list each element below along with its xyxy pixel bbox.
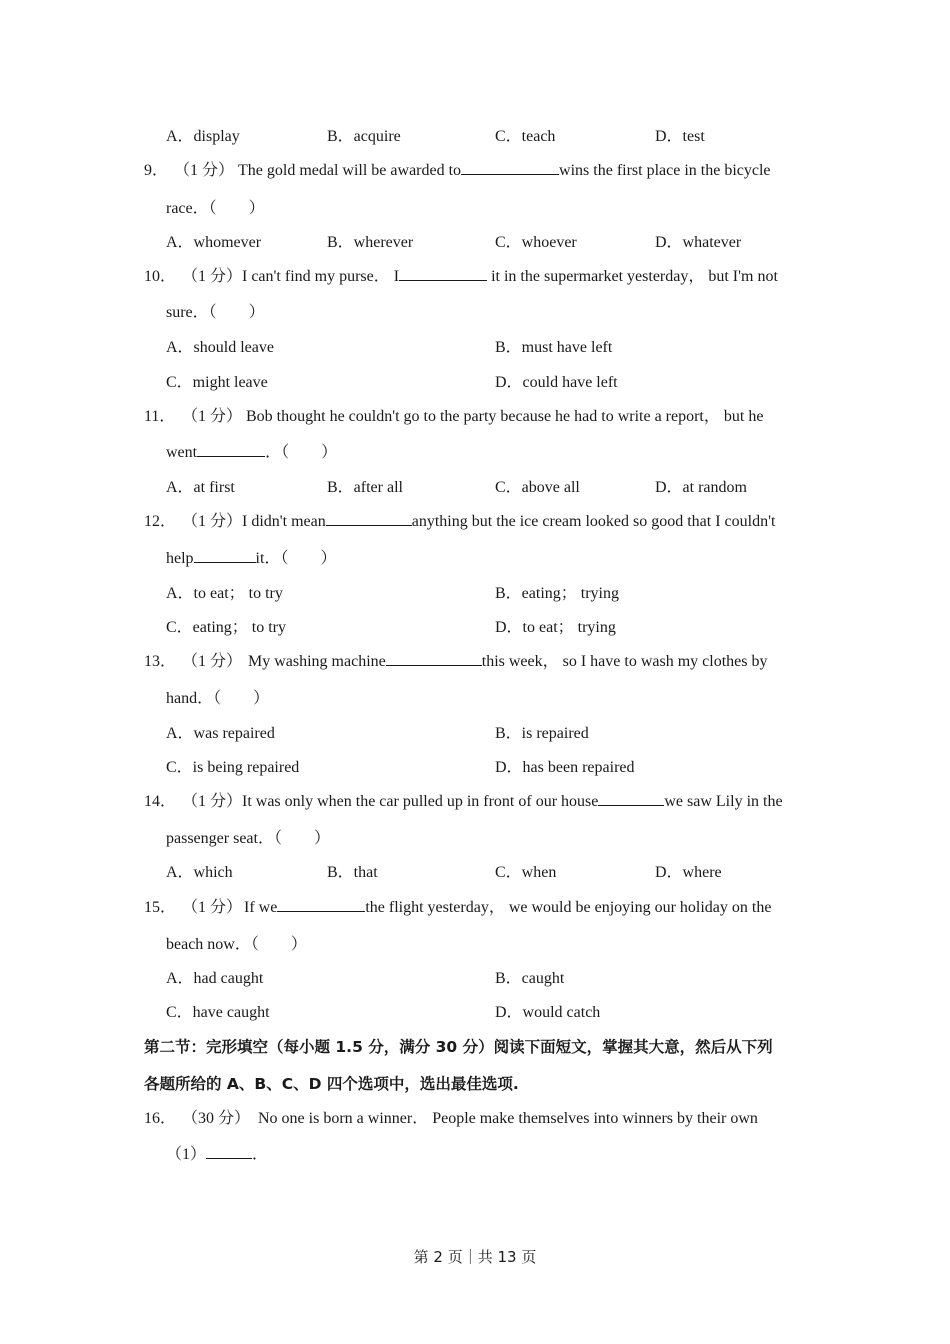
- question-text: If we the flight yesterday， we would be enjoying our holiday on the: [244, 896, 771, 920]
- option-b: B．that: [327, 864, 378, 881]
- q13-options-row1: [0, 722, 950, 746]
- option-c: C．have caught: [166, 1004, 270, 1021]
- option-d: D．at random: [655, 479, 747, 496]
- option-a: A．display: [166, 128, 240, 145]
- option-c: C．is being repaired: [166, 759, 300, 776]
- q11-options: [0, 476, 950, 500]
- option-a: A．at first: [166, 479, 235, 496]
- q15-options-row1: [0, 967, 950, 991]
- q14-options: [0, 861, 950, 885]
- q16-stem-line2: [0, 1143, 950, 1167]
- option-c: C．above all: [495, 479, 580, 496]
- answer-blank: [194, 547, 256, 563]
- q11-stem: [0, 405, 950, 429]
- option-b: B．after all: [327, 479, 403, 496]
- question-text: The gold medal will be awarded to wins the first place in the bicycle: [238, 159, 771, 183]
- option-d: D．test: [655, 128, 705, 145]
- option-c: C．teach: [495, 128, 556, 145]
- answer-blank: [277, 896, 365, 912]
- question-text-cont: sure．（ ）: [166, 304, 265, 321]
- question-score: （1 分）: [174, 162, 235, 179]
- question-number: 13．: [144, 653, 177, 670]
- question-number: 11．: [144, 408, 176, 425]
- answer-blank: [461, 159, 559, 175]
- question-score: （1 分）: [182, 899, 243, 916]
- q9-options: [0, 231, 950, 255]
- q13-stem: [0, 650, 950, 674]
- q13-options-row2: [0, 756, 950, 780]
- question-text: Bob thought he couldn't go to the party because he had to write a report， but he: [246, 408, 764, 425]
- question-text: No one is born a winner． People make themselves into winners by their own: [258, 1110, 758, 1127]
- question-text-cont: passenger seat．（ ）: [166, 830, 330, 847]
- section-heading-cont: [0, 1072, 950, 1096]
- option-b: B．caught: [495, 970, 565, 987]
- q12-options-row1: [0, 582, 950, 606]
- q10-options-row1: [0, 336, 950, 360]
- q10-stem: [0, 265, 950, 289]
- section-heading-line1: 第二节：完形填空（每小题 1.5 分，满分 30 分）阅读下面短文，掌握其大意，然后从下列: [144, 1038, 773, 1056]
- option-a: A．was repaired: [166, 725, 275, 742]
- answer-blank: [206, 1143, 252, 1159]
- q11-stem-line2: [0, 441, 950, 465]
- question-number: 14．: [144, 793, 177, 810]
- option-d: D．to eat； trying: [495, 619, 616, 636]
- question-number: 12．: [144, 513, 177, 530]
- question-text-cont: went ．（ ）: [166, 441, 337, 465]
- option-c: C．whoever: [495, 234, 577, 251]
- q12-stem-line2: [0, 547, 950, 571]
- question-score: （1 分）: [182, 268, 243, 285]
- q9-stem: [0, 159, 950, 183]
- question-number: 15．: [144, 899, 177, 916]
- question-text: I didn't mean anything but the ice cream looked so good that I couldn't: [242, 510, 775, 534]
- option-b: B．wherever: [327, 234, 414, 251]
- option-a: A．whomever: [166, 234, 262, 251]
- section-heading: [0, 1035, 950, 1059]
- q15-options-row2: [0, 1001, 950, 1025]
- option-b: B．is repaired: [495, 725, 589, 742]
- option-c: C．eating； to try: [166, 619, 286, 636]
- option-d: D．would catch: [495, 1004, 601, 1021]
- question-text-cont: hand．（ ）: [166, 690, 270, 707]
- q12-stem: [0, 510, 950, 534]
- q12-options-row2: [0, 616, 950, 640]
- option-c: C．when: [495, 864, 557, 881]
- option-d: D．has been repaired: [495, 759, 635, 776]
- option-a: A．had caught: [166, 970, 264, 987]
- question-score: （1 分）: [182, 793, 243, 810]
- question-text-cont: （1） ．: [166, 1143, 268, 1167]
- q13-stem-line2: [0, 687, 950, 711]
- option-c: C．might leave: [166, 374, 268, 391]
- q9-stem-line2: [0, 197, 950, 221]
- option-a: A．to eat； to try: [166, 585, 283, 602]
- section-heading-line2: 各题所给的 A、B、C、D 四个选项中，选出最佳选项.: [144, 1075, 519, 1093]
- answer-blank: [386, 650, 482, 666]
- q10-stem-line2: [0, 301, 950, 325]
- question-number: 16．: [144, 1110, 177, 1127]
- q8-options: [0, 125, 950, 149]
- answer-blank: [598, 790, 664, 806]
- option-d: D．whatever: [655, 234, 742, 251]
- question-text: My washing machine this week， so I have to wash my clothes by: [248, 650, 767, 674]
- q15-stem: [0, 896, 950, 920]
- q14-stem-line2: [0, 827, 950, 851]
- q14-stem: [0, 790, 950, 814]
- option-d: D．where: [655, 864, 722, 881]
- question-text-cont: race．（ ）: [166, 200, 265, 217]
- question-score: （1 分）: [182, 653, 243, 670]
- option-d: D．could have left: [495, 374, 618, 391]
- question-score: （1 分）: [182, 513, 243, 530]
- option-a: A．should leave: [166, 339, 274, 356]
- option-b: B．acquire: [327, 128, 401, 145]
- answer-blank: [399, 265, 487, 281]
- option-b: B．eating； trying: [495, 585, 619, 602]
- question-number: 9．: [144, 162, 169, 179]
- question-text: I can't find my purse． I it in the supermarket yesterday， but I'm not: [242, 265, 778, 289]
- q16-stem: [0, 1107, 950, 1131]
- answer-blank: [197, 441, 265, 457]
- answer-blank: [326, 510, 412, 526]
- q15-stem-line2: [0, 933, 950, 957]
- question-text-cont: beach now．（ ）: [166, 936, 307, 953]
- page-footer: 第 2 页｜共 13 页: [413, 1248, 537, 1266]
- option-b: B．must have left: [495, 339, 613, 356]
- question-text: It was only when the car pulled up in front of our house we saw Lily in the: [242, 790, 783, 814]
- q10-options-row2: [0, 371, 950, 395]
- question-score: （1 分）: [182, 408, 243, 425]
- question-text-cont: help it．（ ）: [166, 547, 336, 571]
- question-number: 10．: [144, 268, 177, 285]
- question-score: （30 分）: [182, 1110, 251, 1127]
- option-a: A．which: [166, 864, 233, 881]
